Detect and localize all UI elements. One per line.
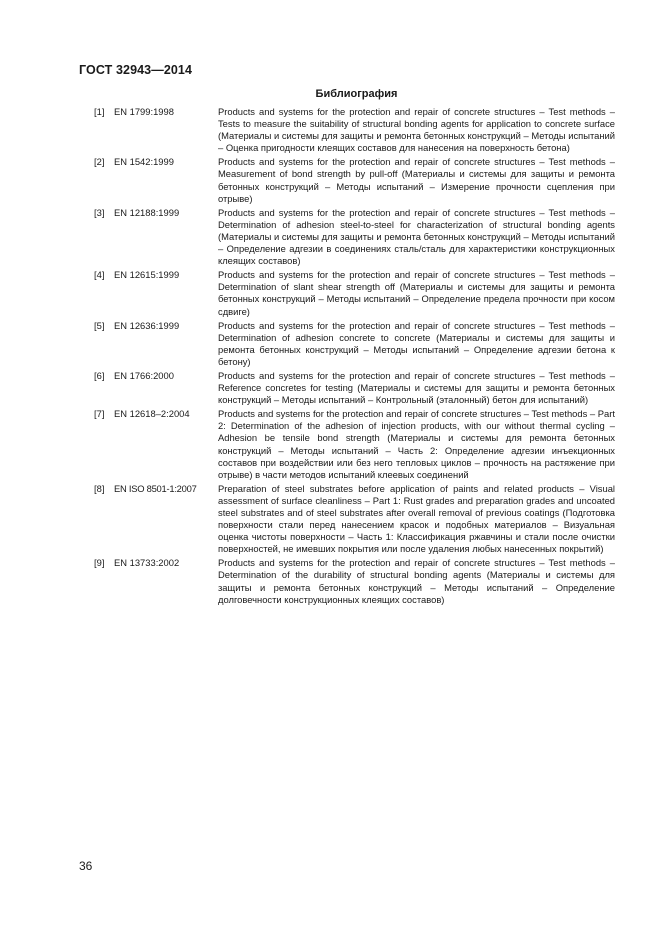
bibliography-entry <box>94 370 615 406</box>
bibliography-entry <box>94 557 615 605</box>
entry-number: [8] <box>94 482 105 494</box>
entry-description: Products and systems for the protection and repair of concrete structures – Test methods – Determination of adhesion concrete to concrete (Материалы и системы для защиты и ремонта бетонных конструкций – Методы испытаний – Определение адгезии бетона к бетону) <box>218 319 615 367</box>
section-title: Библиография <box>315 88 398 100</box>
bibliography-list <box>94 106 615 608</box>
entry-number: [3] <box>94 206 105 218</box>
entry-number: [6] <box>94 369 105 381</box>
page-number: 36 <box>79 859 93 873</box>
entry-number: [2] <box>94 156 105 168</box>
bibliography-entry <box>94 408 615 481</box>
bibliography-entry <box>94 269 615 317</box>
entry-standard: EN 12615:1999 <box>114 269 180 281</box>
entry-description: Preparation of steel substrates before application of paints and related products – Visual assessment of surface cleanliness – Part 1: Rust grades and preparation grades and uncoated steel substrates and of steel substrates after overall removal of previous coatings (Подготовка поверхности стали перед нанесением красок и подобных материалов – Визуальная оценка чистоты поверхности – Часть 1: Классификация ржавчины и стали после очистки поверхностей, не имевших покрытия или после удаления любых нанесенных покрытий) <box>218 482 615 555</box>
entry-standard: EN 1542:1999 <box>114 156 174 168</box>
entry-description: Products and systems for the protection and repair of concrete structures – Test methods – Tests to measure the suitability of structural bonding agents for application to concrete surface (Материалы и системы для защиты и ремонта бетонных конструкций – Методы испытаний – Оценка пригодности клеящих составов для нанесения на поверхность бетона) <box>218 106 615 154</box>
entry-number: [7] <box>94 408 105 420</box>
bibliography-entry <box>94 156 615 204</box>
entry-number: [1] <box>94 106 105 117</box>
entry-description: Products and systems for the protection and repair of concrete structures – Test methods – Part 2: Determination of the adhesion of injection products, with our without thermal cycling – Adhesion be tensile bond strength (Материалы и системы для ремонта бетонных конструкций – Методы испытаний – Часть 2: Определение адгезии инъекционных составов при воздействии или без него тепловых циклов – прочность на растяжение при отрыве) в части методов испытаний клеевых соединений <box>218 408 615 480</box>
entry-standard: EN 1799:1998 <box>114 106 174 117</box>
entry-number: [5] <box>94 319 105 331</box>
bibliography-entry <box>94 207 615 267</box>
entry-description: Products and systems for the protection and repair of concrete structures – Test methods – Measurement of bond strength by pull-off (Материалы и системы для защиты и ремонта бетонных конструкций – Методы испытаний – Измерение прочности сцепления при отрыве) <box>218 156 615 204</box>
entry-description: Products and systems for the protection and repair of concrete structures – Test methods – Reference concretes for testing (Материалы и системы для защиты и ремонта бетонных конструкций – Методы испытаний – Контрольный (эталонный) бетон для испытаний) <box>218 369 615 406</box>
bibliography-entry <box>94 106 615 154</box>
bibliography-entry <box>94 483 615 556</box>
entry-description: Products and systems for the protection and repair of concrete structures – Test methods – Determination of the durability of structural bonding agents (Материалы и системы для защиты и ремонта бетонных конструкций – Методы испытаний – Определение долговечности конструкционных клеящих составов) <box>218 557 615 605</box>
entry-standard: EN 12618–2:2004 <box>114 408 190 420</box>
bibliography-entry <box>94 320 615 368</box>
entry-standard: EN 13733:2002 <box>114 557 180 569</box>
entry-description: Products and systems for the protection and repair of concrete structures – Test methods – Determination of slant shear strength off (Материалы и системы для защиты и ремонта бетонных конструкций – Методы испытаний – Определение предела прочности при косом сдвиге) <box>218 269 615 317</box>
document-code: ГОСТ 32943—2014 <box>79 63 193 77</box>
entry-number: [9] <box>94 557 105 569</box>
entry-description: Products and systems for the protection and repair of concrete structures – Test methods – Determination of adhesion steel-to-steel for characterization of structural bonding agents (Материалы и системы для защиты и ремонта бетонных конструкций – Методы испытаний – Определение адгезии в соединениях сталь/сталь для характеристики конструкционных клеящих составов) <box>218 206 615 267</box>
entry-standard: EN ISO 8501-1:2007 <box>114 482 197 494</box>
entry-standard: EN 12188:1999 <box>114 206 180 218</box>
entry-standard: EN 1766:2000 <box>114 369 174 381</box>
entry-standard: EN 12636:1999 <box>114 319 180 331</box>
entry-number: [4] <box>94 269 105 281</box>
